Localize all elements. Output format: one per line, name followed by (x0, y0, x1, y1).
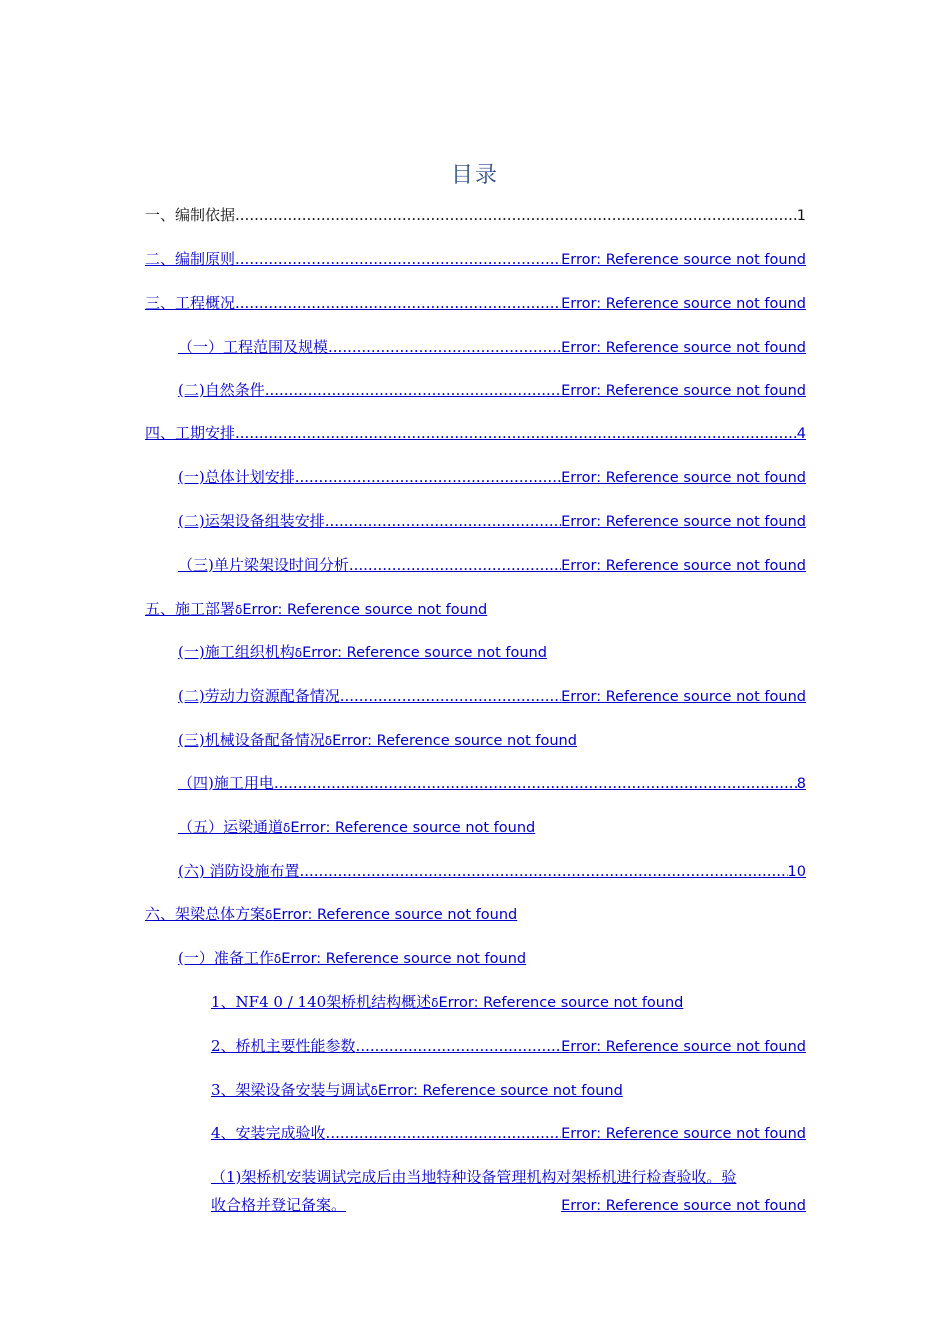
toc-entry-8[interactable] (178, 511, 806, 532)
toc-leader (328, 337, 561, 357)
toc-entry-2[interactable] (145, 249, 806, 270)
tab-mark-icon: δ (265, 908, 273, 922)
toc-page-ref: Error: Reference source not found (561, 470, 806, 486)
toc-page-ref: Error: Reference source not found (561, 1039, 806, 1055)
toc-entry-17[interactable] (145, 904, 517, 925)
toc-entry-19[interactable] (211, 992, 683, 1013)
toc-entry-4[interactable] (178, 337, 806, 358)
toc-page-ref: Error: Reference source not found (242, 602, 488, 618)
toc-entry-wrapped[interactable] (211, 1163, 806, 1220)
toc-entry-text: (一)总体计划安排 (178, 468, 295, 486)
tab-mark-icon: δ (431, 996, 439, 1010)
toc-entry-1[interactable] (145, 205, 806, 226)
toc-page-ref: Error: Reference source not found (561, 514, 806, 530)
toc-page-ref: Error: Reference source not found (438, 995, 684, 1011)
toc-page-ref: Error: Reference source not found (561, 383, 806, 399)
toc-entry-11[interactable] (178, 642, 547, 663)
tab-mark-icon: δ (294, 646, 303, 660)
toc-entry-6[interactable] (145, 423, 806, 444)
toc-leader (274, 773, 797, 793)
toc-page-ref: Error: Reference source not found (561, 1198, 806, 1214)
toc-entry-text: 2、桥机主要性能参数 (211, 1037, 356, 1055)
toc-leader (299, 861, 787, 881)
toc-page-ref: Error: Reference source not found (332, 733, 577, 749)
toc-leader (349, 555, 561, 575)
toc-page-ref: Error: Reference source not found (561, 296, 806, 312)
toc-entry-18[interactable] (178, 948, 526, 969)
toc-entry-text: 一、编制依据 (145, 206, 236, 224)
tab-mark-icon: δ (273, 952, 282, 966)
toc-entry-text-continued: 收合格并登记备案。 (211, 1196, 347, 1214)
toc-entry-15[interactable] (178, 817, 535, 838)
toc-page-ref: 8 (796, 776, 806, 792)
toc-entry-text: (六) 消防设施布置 (178, 862, 300, 880)
toc-entry-text: (一)施工组织机构 (178, 643, 295, 661)
tab-mark-icon: δ (235, 603, 243, 617)
toc-entry-7[interactable] (178, 467, 806, 488)
toc-entry-12[interactable] (178, 686, 806, 707)
toc-entry-16[interactable] (178, 861, 806, 882)
toc-entry-text: 二、编制原则 (145, 250, 236, 268)
toc-entry-text: 1、NF4 0 / 140架桥机结构概述 (211, 993, 432, 1011)
toc-leader (235, 423, 797, 443)
toc-page-ref: 4 (796, 426, 806, 442)
toc-entry-text: 三、工程概况 (145, 294, 236, 312)
toc-entry-21[interactable] (211, 1080, 623, 1101)
toc-page-ref: Error: Reference source not found (561, 689, 806, 705)
toc-entry-9[interactable] (178, 555, 806, 576)
toc-page-ref: Error: Reference source not found (561, 252, 806, 268)
toc-entry-text: (二)自然条件 (178, 381, 265, 399)
toc-entry-text: 五、施工部署 (145, 600, 236, 618)
toc-page-ref: Error: Reference source not found (272, 907, 518, 923)
toc-entry-text: 六、架梁总体方案 (145, 905, 266, 923)
toc-entry-14[interactable] (178, 773, 806, 794)
toc-leader (356, 1036, 562, 1056)
toc-entry-10[interactable] (145, 599, 487, 620)
toc-entry-22[interactable] (211, 1123, 806, 1144)
toc-page-ref: 1 (796, 208, 806, 224)
toc-leader (235, 249, 561, 269)
toc-entry-text: 4、安装完成验收 (211, 1124, 326, 1142)
toc-entry-text: （一）工程范围及规模 (178, 338, 329, 356)
toc-title: 目录 (450, 163, 499, 188)
toc-leader (235, 293, 561, 313)
toc-page-ref: Error: Reference source not found (302, 645, 547, 661)
toc-entry-13[interactable] (178, 730, 577, 751)
toc-leader (325, 511, 561, 531)
tab-mark-icon: δ (324, 734, 333, 748)
toc-page-ref: Error: Reference source not found (561, 340, 806, 356)
toc-entry-text: (二)劳动力资源配备情况 (178, 687, 340, 705)
toc-entry-text: 四、工期安排 (145, 424, 236, 442)
toc-page-ref: Error: Reference source not found (561, 558, 806, 574)
toc-leader (340, 686, 561, 706)
toc-entry-text: 3、架梁设备安装与调试 (211, 1081, 371, 1099)
toc-entry-text: (三)机械设备配备情况 (178, 731, 325, 749)
toc-entry-text: (二)运架设备组装安排 (178, 512, 325, 530)
toc-leader (235, 205, 797, 225)
toc-entry-20[interactable] (211, 1036, 806, 1057)
toc-entry-3[interactable] (145, 293, 806, 314)
toc-leader (326, 1123, 562, 1143)
toc-page-ref: Error: Reference source not found (561, 1126, 806, 1142)
toc-page-ref: 10 (787, 864, 806, 880)
toc-entry-text: （五）运梁通道 (178, 818, 284, 836)
toc-entry-5[interactable] (178, 380, 806, 401)
toc-page-ref: Error: Reference source not found (290, 820, 536, 836)
toc-entry-text: (一）准备工作 (178, 949, 274, 967)
toc-leader (265, 380, 561, 400)
toc-page-ref: Error: Reference source not found (281, 951, 527, 967)
toc-page-ref: Error: Reference source not found (377, 1083, 623, 1099)
toc-entry-text: （四)施工用电 (178, 774, 274, 792)
toc-entry-text: （三)单片梁架设时间分析 (178, 556, 349, 574)
toc-leader (295, 467, 561, 487)
toc-entry-text: （1)架桥机安装调试完成后由当地特种设备管理机构对架桥机进行检查验收。验 (211, 1168, 737, 1186)
tab-mark-icon: δ (283, 821, 291, 835)
tab-mark-icon: δ (370, 1084, 378, 1098)
